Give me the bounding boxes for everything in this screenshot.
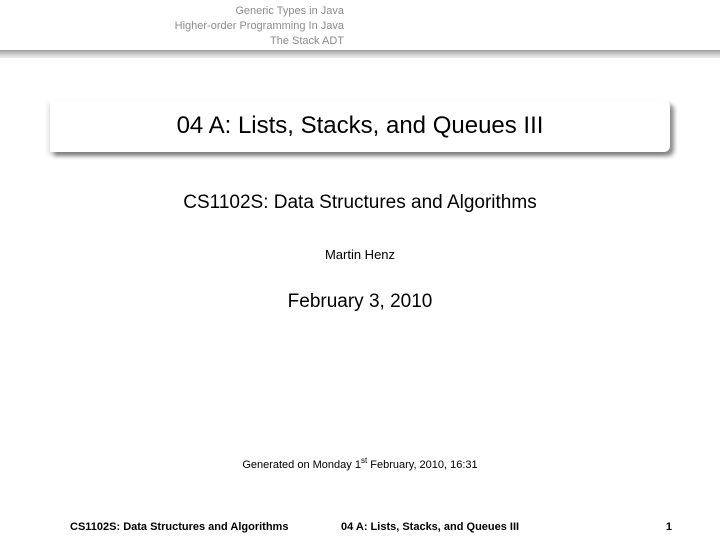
author-name: Martin Henz [324,247,396,262]
title-box [50,100,670,152]
nav-section-stack-adt[interactable]: The Stack ADT [270,35,344,47]
nav-section-generic-types[interactable]: Generic Types in Java [235,5,344,17]
generated-prefix: Generated on Monday 1 [242,459,361,471]
footer-page-number: 1 [665,521,672,533]
course-subtitle: CS1102S: Data Structures and Algorithms [183,192,537,213]
footer-course-name[interactable]: CS1102S: Data Structures and Algorithms [70,521,289,533]
slide-title: 04 A: Lists, Stacks, and Queues III [176,112,544,139]
generated-ordinal-suffix: st [360,456,368,465]
navigation-header [0,0,720,56]
generated-timestamp [0,456,720,471]
generated-suffix: February, 2010, 16:31 [367,459,478,471]
presentation-date: February 3, 2010 [287,291,433,312]
nav-section-higher-order-programming[interactable]: Higher-order Programming In Java [174,20,344,32]
section-navigation [175,4,344,49]
footer-bar [0,518,720,538]
footer-slide-title[interactable]: 04 A: Lists, Stacks, and Queues III [341,521,520,533]
header-shadow-divider [0,50,720,58]
